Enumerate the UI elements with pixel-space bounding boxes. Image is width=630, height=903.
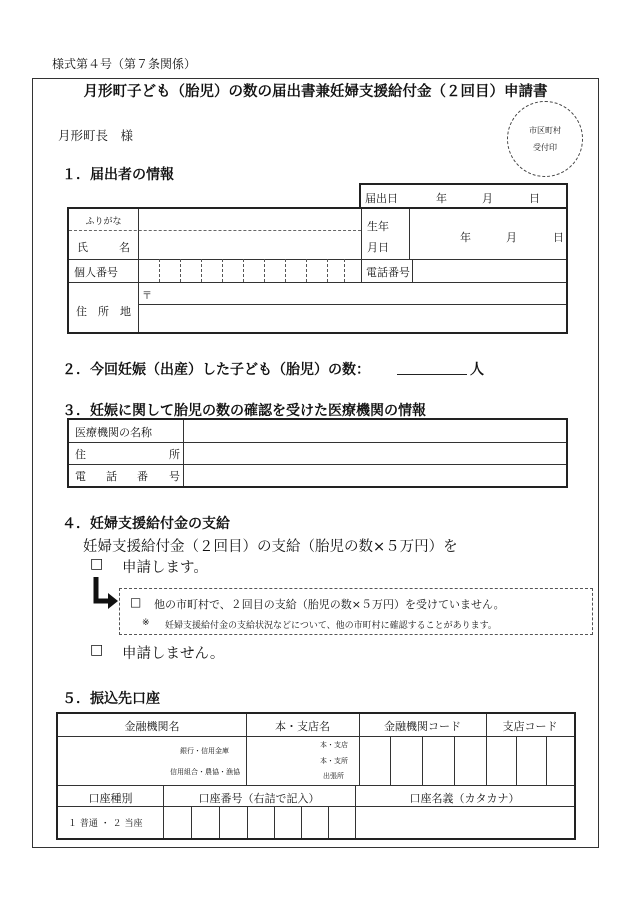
postal-mark: 〒 — [142, 291, 152, 302]
branch-type-2: 本・支所 — [320, 757, 348, 765]
section1-heading: １．届出者の情報 — [62, 167, 174, 183]
institution-name-label: 医療機関の名称 — [75, 426, 152, 439]
bank-name-header: 金融機関名 — [124, 720, 180, 733]
name-label-2: 名 — [119, 241, 130, 254]
form-title: 月形町子ども（胎児）の数の届出書兼妊婦支援給付金（２回目）申請書 — [83, 84, 548, 100]
birth-day-label: 日 — [553, 231, 564, 244]
payment-sentence: 妊婦支援給付金（２回目）の支給（胎児の数×５万円）を — [83, 539, 458, 555]
reception-stamp-circle — [507, 101, 583, 177]
child-count-unit: 人 — [470, 362, 484, 378]
addressee: 月形町長 様 — [58, 128, 134, 143]
note-text: 妊婦支援給付金の支給状況などについて、他の市町村に確認することがあります。 — [165, 621, 497, 631]
filing-year-label: 年 — [436, 192, 447, 205]
bank-code-header: 金融機関コード — [384, 720, 461, 733]
not-apply-checkbox[interactable]: □ — [90, 642, 104, 658]
note-mark: ※ — [142, 618, 150, 628]
institution-address-label-2: 所 — [169, 448, 180, 461]
apply-checkbox[interactable]: □ — [90, 556, 104, 572]
child-count-blank[interactable] — [397, 374, 467, 375]
section3-heading: ３．妊娠に関して胎児の数の確認を受けた医療機関の情報 — [62, 403, 426, 419]
section4-heading: ４．妊婦支援給付金の支給 — [62, 516, 230, 532]
branch-type-1: 本・支店 — [320, 741, 348, 749]
form-number: 様式第４号（第７条関係） — [52, 57, 197, 71]
account-number-header: 口座番号（右詰で記入） — [198, 792, 320, 805]
institution-address-label-1: 住 — [75, 448, 86, 461]
bank-type-1: 銀行・信用金庫 — [180, 747, 229, 755]
arrow-down-right-icon — [90, 575, 122, 615]
institution-phone-label-3: 番 — [137, 470, 148, 483]
name-label-1: 氏 — [77, 241, 88, 254]
account-holder-header: 口座名義（カタカナ） — [409, 792, 520, 805]
birth-label-2: 月日 — [367, 241, 389, 254]
filing-date-label: 届出日 — [365, 192, 398, 205]
birth-label-1: 生年 — [367, 220, 389, 233]
furigana-label: ふりがな — [85, 217, 122, 227]
my-number-label: 個人番号 — [74, 266, 118, 279]
medical-institution-table — [67, 418, 568, 488]
applicant-table — [67, 207, 568, 334]
institution-phone-label-1: 電 — [75, 470, 86, 483]
birth-month-label: 月 — [506, 231, 517, 244]
bank-type-2: 信用組合・農協・漁協 — [170, 768, 240, 776]
filing-date-box[interactable] — [359, 183, 568, 209]
not-apply-label: 申請しません。 — [122, 646, 225, 662]
phone-label: 電話番号 — [366, 266, 410, 279]
account-type-options[interactable]: １ 普通 ・ ２ 当座 — [68, 819, 143, 829]
birth-year-label: 年 — [460, 231, 471, 244]
filing-month-label: 月 — [482, 192, 493, 205]
other-municipality-label: 他の市町村で、２回目の支給（胎児の数×５万円）を受けていません。 — [154, 598, 505, 611]
apply-label: 申請します。 — [122, 560, 208, 576]
section5-heading: ５．振込先口座 — [62, 691, 160, 707]
institution-phone-label-2: 話 — [106, 470, 117, 483]
account-type-header: 口座種別 — [88, 792, 133, 805]
branch-type-3: 出張所 — [323, 772, 344, 780]
stamp-line-2: 受付印 — [533, 143, 557, 152]
institution-phone-label-4: 号 — [169, 470, 180, 483]
bank-account-table — [56, 712, 576, 840]
other-municipality-box — [119, 588, 593, 635]
branch-code-header: 支店コード — [502, 720, 558, 733]
branch-name-header: 本・支店名 — [275, 720, 330, 733]
address-label: 住 所 地 — [76, 305, 131, 318]
stamp-line-1: 市区町村 — [529, 126, 561, 135]
filing-day-label: 日 — [529, 192, 540, 205]
other-municipality-checkbox[interactable]: □ — [130, 595, 142, 609]
section2-heading: ２．今回妊娠（出産）した子ども（胎児）の数： — [62, 362, 370, 378]
